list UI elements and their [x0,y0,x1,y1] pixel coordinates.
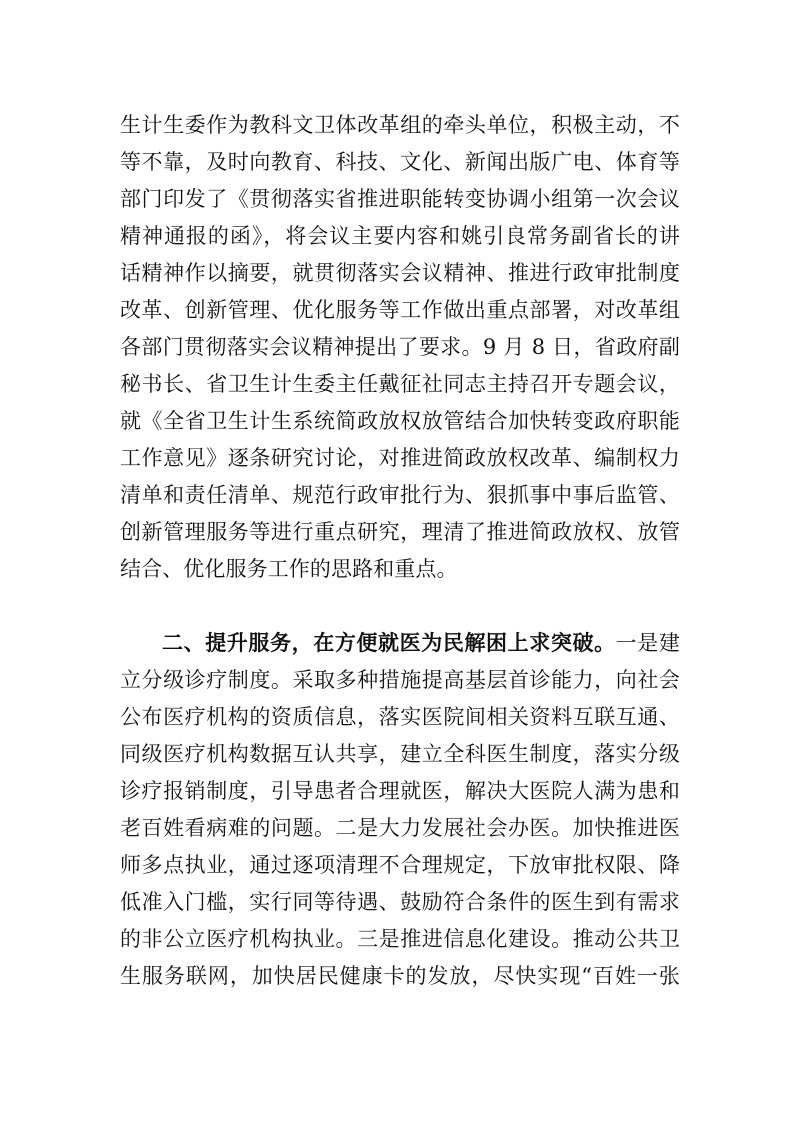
body-line: 生计生委作为教科文卫体改革组的牵头单位，积极主动，不 [120,113,680,137]
body-line: 话精神作以摘要，就贯彻落实会议精神、推进行政审批制度 [120,261,680,285]
body-line: 创新管理服务等进行重点研究，理清了推进简政放权、放管 [120,520,680,544]
body-line: 老百姓看病难的问题。二是大力发展社会办医。加快推进医 [120,816,680,840]
section-heading: 二、提升服务，在方便就医为民解困上求突破。 [162,630,616,655]
body-line: 就《全省卫生计生系统简政放权放管结合加快转变政府职能 [120,409,680,433]
body-line: 工作意见》逐条研究讨论，对推进简政放权改革、编制权力 [120,446,680,470]
section-heading-line [162,626,680,660]
body-line: 同级医疗机构数据互认共享，建立全科医生制度，落实分级 [120,742,680,766]
section-heading-tail: 一是建 [615,631,680,655]
body-line: 低准入门槛，实行同等待遇、鼓励符合条件的医生到有需求 [120,890,680,914]
body-line: 精神通报的函》，将会议主要内容和姚引良常务副省长的讲 [120,224,680,248]
body-line: 的非公立医疗机构执业。三是推进信息化建设。推动公共卫 [120,927,680,951]
body-line: 诊疗报销制度，引导患者合理就医，解决大医院人满为患和 [120,779,680,803]
body-line: 公布医疗机构的资质信息，落实医院间相关资料互联互通、 [120,705,680,729]
body-line: 立分级诊疗制度。采取多种措施提高基层首诊能力，向社会 [120,668,680,692]
body-line: 师多点执业，通过逐项清理不合理规定，下放审批权限、降 [120,853,680,877]
body-line: 部门印发了《贯彻落实省推进职能转变协调小组第一次会议 [120,187,680,211]
body-line: 清单和责任清单、规范行政审批行为、狠抓事中事后监管、 [120,483,680,507]
body-line: 结合、优化服务工作的思路和重点。 [120,557,458,581]
body-line: 生服务联网，加快居民健康卡的发放，尽快实现“百姓一张 [120,964,680,988]
body-line: 秘书长、省卫生计生委主任戴征社同志主持召开专题会议， [120,372,680,396]
body-line: 各部门贯彻落实会议精神提出了要求。9 月 8 日，省政府副 [120,335,680,359]
body-line: 等不靠，及时向教育、科技、文化、新闻出版广电、体育等 [120,150,680,174]
body-line: 改革、创新管理、优化服务等工作做出重点部署，对改革组 [120,298,680,322]
